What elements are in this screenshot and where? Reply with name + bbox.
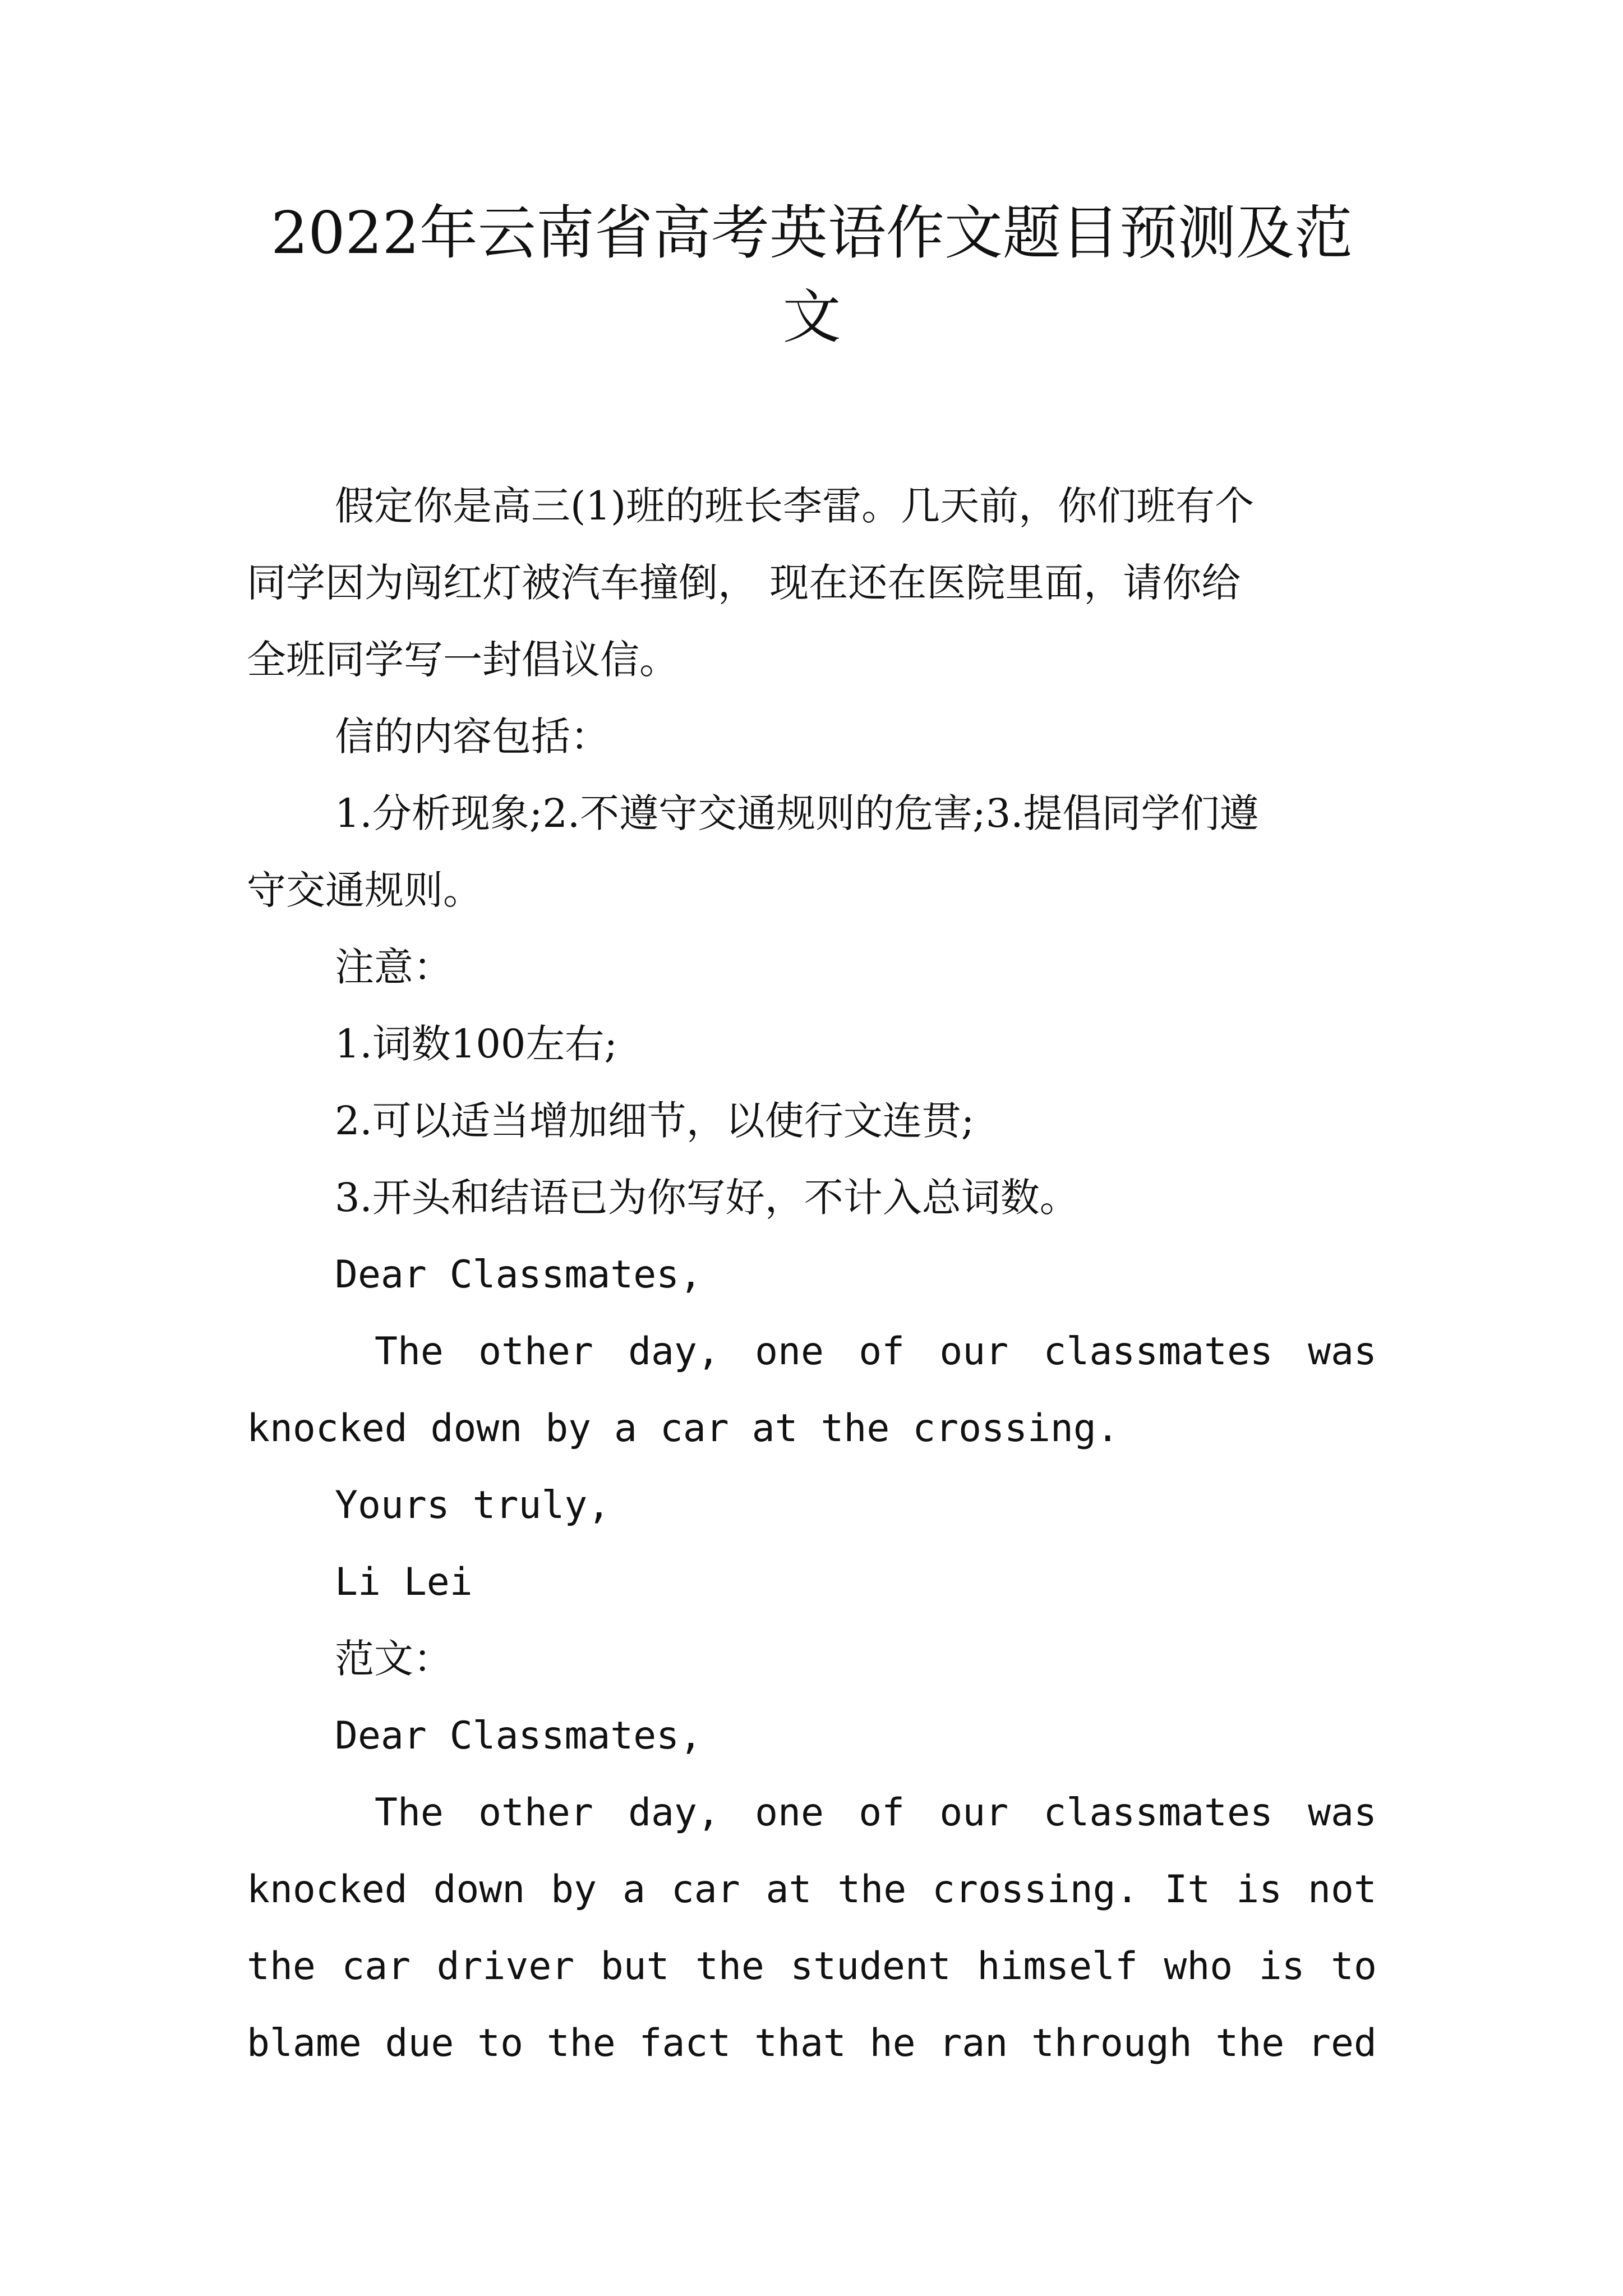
word: the (695, 1944, 764, 1989)
sample-line-4 (247, 2005, 1377, 2082)
note-title: 注意： (335, 944, 453, 990)
word: the (247, 1944, 316, 1989)
document-title (247, 191, 1377, 359)
word: but (600, 1944, 670, 1989)
word: other (478, 1791, 593, 1835)
word: the (546, 2021, 616, 2065)
word: classmates (1043, 1329, 1273, 1374)
letter-line-2: knocked down by a car at the crossing. (247, 1406, 1119, 1451)
note-item-3: 3.开头和结语已为你写好，不计入总词数。 (335, 1175, 1079, 1221)
title-line-2: 文 (782, 283, 841, 351)
word: day, (628, 1791, 720, 1835)
word: to (477, 2021, 524, 2065)
word: is (1258, 1944, 1305, 1989)
word: day, (628, 1329, 720, 1374)
prompt-line-3: 全班同学写一封倡议信。 (247, 637, 679, 683)
word: The (375, 1791, 444, 1835)
word: our (939, 1791, 1009, 1835)
word: at (766, 1867, 812, 1912)
letter-line-1 (247, 1313, 1377, 1390)
word: the (1215, 2021, 1285, 2065)
sample-line-1 (247, 1774, 1377, 1851)
word: that (754, 2021, 846, 2065)
word: one (755, 1791, 824, 1835)
word: to (1331, 1944, 1377, 1989)
word: It (1164, 1867, 1211, 1912)
word: a (622, 1867, 645, 1912)
prompt-line-2: 同学因为闯红灯被汽车撞倒， 现在还在医院里面，请你给 (247, 560, 1241, 606)
word: driver (436, 1944, 575, 1989)
word: fact (639, 2021, 731, 2065)
word: down (433, 1867, 525, 1912)
word: ran (939, 2021, 1008, 2065)
note-item-2: 2.可以适当增加细节，以使行文连贯; (335, 1098, 975, 1144)
letter-closing: Yours truly, (335, 1483, 611, 1527)
note-item-1: 1.词数100左右; (335, 1021, 617, 1067)
sample-line-3 (247, 1928, 1377, 2005)
word: the (837, 1867, 907, 1912)
word: of (859, 1329, 905, 1374)
word: crossing. (932, 1867, 1139, 1912)
content-intro: 信的内容包括： (335, 714, 610, 760)
word: red (1308, 2021, 1377, 2065)
word: he (869, 2021, 916, 2065)
word: himself (977, 1944, 1138, 1989)
word: other (478, 1329, 593, 1374)
content-line-1: 1.分析现象;2.不遵守交通规则的危害;3.提倡同学们遵 (335, 790, 1259, 836)
word: by (551, 1867, 597, 1912)
title-line-1: 2022年云南省高考英语作文题目预测及范 (271, 199, 1353, 267)
word: knocked (247, 1867, 408, 1912)
word: car (671, 1867, 740, 1912)
letter-signature: Li Lei (335, 1560, 473, 1604)
sample-line-2 (247, 1851, 1377, 1928)
word: through (1031, 2021, 1192, 2065)
sample-greeting: Dear Classmates, (335, 1714, 703, 1758)
word: due (385, 2021, 454, 2065)
word: is (1236, 1867, 1283, 1912)
letter-greeting: Dear Classmates, (335, 1253, 703, 1297)
word: one (755, 1329, 824, 1374)
word: student (790, 1944, 951, 1989)
prompt-line-1: 假定你是高三(1)班的班长李雷。几天前，你们班有个 (335, 483, 1255, 529)
word: car (342, 1944, 411, 1989)
word: was (1308, 1791, 1377, 1835)
word: not (1308, 1867, 1377, 1912)
word: The (375, 1329, 444, 1374)
word: blame (247, 2021, 362, 2065)
content-line-2: 守交通规则。 (247, 867, 482, 913)
word: who (1164, 1944, 1233, 1989)
word: our (939, 1329, 1009, 1374)
word: was (1308, 1329, 1377, 1374)
word: classmates (1043, 1791, 1273, 1835)
sample-label: 范文： (335, 1636, 453, 1682)
word: of (859, 1791, 905, 1835)
